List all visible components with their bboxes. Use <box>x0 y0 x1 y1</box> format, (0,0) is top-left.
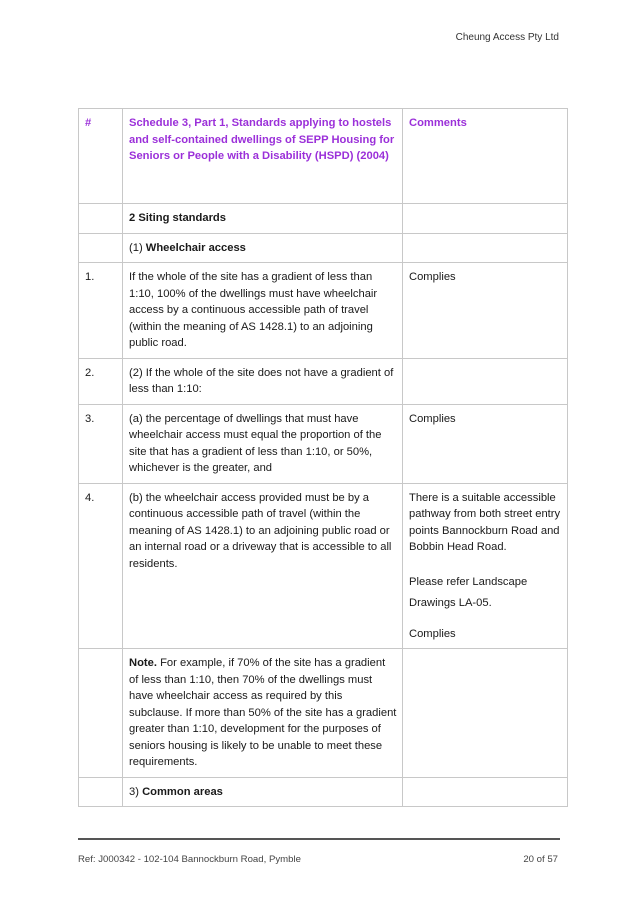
table-row <box>79 263 568 359</box>
comment-pathway: There is a suitable accessible pathway from both street entry points Bannockburn Road and Bobbin Head Road. <box>409 491 561 553</box>
note-text: For example, if 70% of the site has a gradient of less than 1:10, then 70% of the dwellings must have wheelchair access as required by this subclause. If more than 50% of the site has a gradient greater than 1:10, development for the purposes of seniors housing is likely to be unable to meet these requirements. <box>129 657 397 768</box>
row-requirement: If the whole of the site has a gradient of less than 1:10, 100% of the dwellings must have wheelchair access by a continuous accessible path of travel (within the meaning of AS 1428.1) to an adjoining public road. <box>123 263 403 359</box>
subsection-common-areas: Common areas <box>142 785 223 798</box>
table-row <box>79 777 568 807</box>
comment-drawings: Please refer Landscape Drawings LA-05. <box>409 575 528 609</box>
footer-reference: Ref: J000342 - 102-104 Bannockburn Road, Pymble <box>78 854 301 865</box>
table-header-row <box>79 109 568 204</box>
row-comment <box>403 483 568 649</box>
row-comment <box>403 358 568 404</box>
footer-divider <box>78 838 560 840</box>
row-comment: Complies <box>403 404 568 483</box>
table-row <box>79 404 568 483</box>
row-requirement: (a) the percentage of dwellings that must have wheelchair access must equal the proportion of the site that has a gradient of less than 1:10, or 50%, whichever is the greater, and <box>123 404 403 483</box>
section-title <box>123 204 403 234</box>
row-number: 4. <box>79 483 123 649</box>
note-label: Note. <box>129 657 157 669</box>
row-requirement: (b) the wheelchair access provided must be by a continuous accessible path of travel (within the meaning of AS 1428.1) to an adjoining public road or an internal road or a driveway that is accessible to all residents. <box>123 483 403 649</box>
row-number <box>79 649 123 778</box>
row-comment: Complies <box>403 263 568 359</box>
row-comment <box>403 777 568 807</box>
row-comment <box>403 233 568 263</box>
section-siting: 2 Siting standards <box>129 212 226 224</box>
note <box>123 649 403 778</box>
row-number: 3. <box>79 404 123 483</box>
compliance-table <box>78 108 568 807</box>
comment-complies: Complies <box>409 627 456 640</box>
page-number: 20 of 57 <box>523 854 558 865</box>
row-number <box>79 204 123 234</box>
subsection-title <box>123 777 403 807</box>
header-comments: Comments <box>403 109 568 204</box>
row-number: 1. <box>79 263 123 359</box>
row-comment <box>403 649 568 778</box>
table-row <box>79 358 568 404</box>
header-number: # <box>79 109 123 204</box>
company-name: Cheung Access Pty Ltd <box>455 32 559 43</box>
table-row <box>79 483 568 649</box>
row-comment <box>403 204 568 234</box>
row-requirement: (2) If the whole of the site does not have a gradient of less than 1:10: <box>123 358 403 404</box>
table-row <box>79 204 568 234</box>
table-row <box>79 649 568 778</box>
subsection-wheelchair: Wheelchair access <box>145 241 246 254</box>
subsection-prefix: (1) <box>129 241 146 254</box>
table-row <box>79 233 568 263</box>
row-number <box>79 233 123 263</box>
subsection-title <box>123 233 403 263</box>
header-schedule-title: Schedule 3, Part 1, Standards applying to hostels and self-contained dwellings of SEPP Housing for Seniors or People with a Disability (HSPD) (2004) <box>123 109 403 204</box>
row-number <box>79 777 123 807</box>
subsection-prefix: 3) <box>129 785 143 798</box>
row-number: 2. <box>79 358 123 404</box>
